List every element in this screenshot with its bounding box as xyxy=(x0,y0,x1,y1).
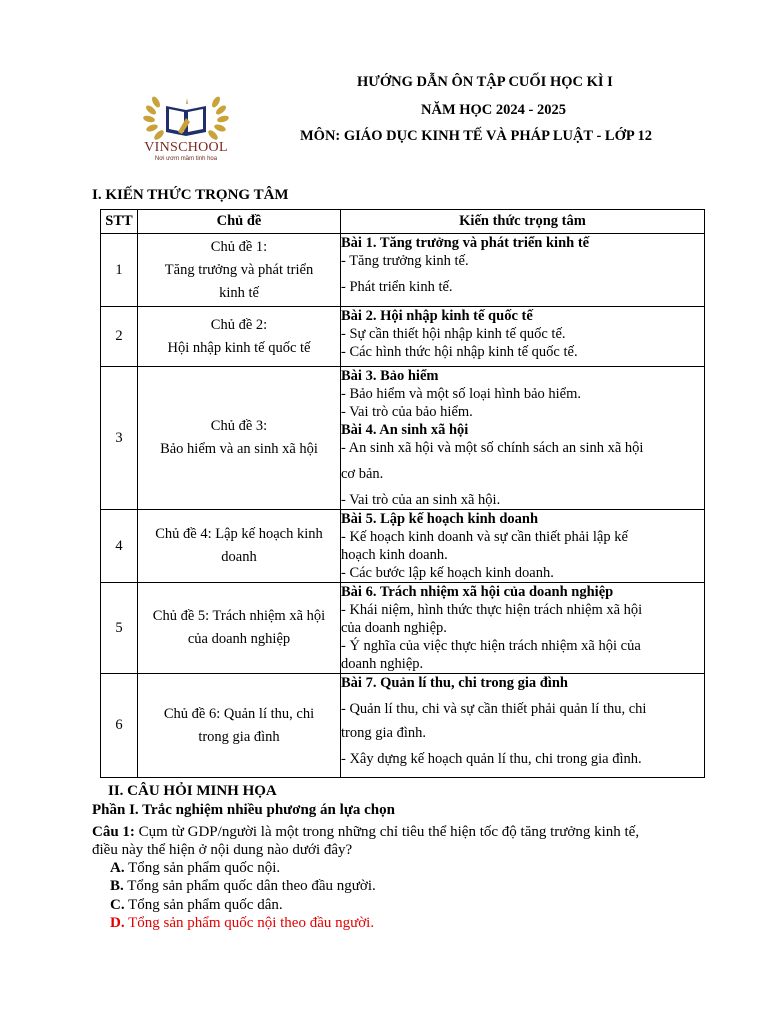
knowledge-cell xyxy=(341,674,705,778)
knowledge-item: - Xây dựng kế hoạch quản lí thu, chi trong gia đình. xyxy=(341,751,642,767)
option-letter: A. xyxy=(110,860,125,876)
table-row xyxy=(101,583,705,674)
topic-cell xyxy=(138,234,341,307)
topic-line: doanh xyxy=(221,549,257,565)
knowledge-item: hoạch kinh doanh. xyxy=(341,547,448,563)
laurel-book-icon xyxy=(136,92,236,142)
subject-title: MÔN: GIÁO DỤC KINH TẾ VÀ PHÁP LUẬT - LỚP 12 xyxy=(300,128,653,144)
knowledge-item: - Bảo hiểm và một số loại hình bảo hiểm. xyxy=(341,386,582,402)
topic-line: Chủ đề 6: Quản lí thu, chi xyxy=(163,705,315,722)
lesson-title: Bài 2. Hội nhập kinh tế quốc tế xyxy=(341,308,533,324)
topic-line: Chủ đề 4: Lập kế hoạch kinh xyxy=(155,526,323,542)
topic-line: Chủ đề 1: xyxy=(210,238,268,255)
option-text: Tổng sản phẩm quốc dân. xyxy=(124,897,283,913)
topic-cell xyxy=(138,367,341,510)
section-1-heading: I. KIẾN THỨC TRỌNG TÂM xyxy=(92,187,289,203)
knowledge-cell xyxy=(341,234,705,307)
topic-line: Chủ đề 5: Trách nhiệm xã hội xyxy=(152,608,326,624)
knowledge-item: - Vai trò của bảo hiểm. xyxy=(341,404,473,420)
row-number: 3 xyxy=(101,367,138,510)
knowledge-item: - Tăng trưởng kinh tế. xyxy=(341,253,469,269)
question-1-line-2: điều này thể hiện ở nội dung nào dưới đây? xyxy=(92,842,353,858)
lesson-title: Bài 7. Quản lí thu, chi trong gia đình xyxy=(341,675,568,691)
knowledge-item: doanh nghiệp. xyxy=(341,656,424,672)
knowledge-item: - Kế hoạch kinh doanh và sự cần thiết phải lập kế xyxy=(341,529,628,545)
column-header-topic: Chủ đề xyxy=(138,210,341,234)
option-text: Tổng sản phẩm quốc dân theo đầu người. xyxy=(123,878,376,894)
topic-line: Hội nhập kinh tế quốc tế xyxy=(167,339,311,356)
table-row xyxy=(101,234,705,307)
topic-line: Chủ đề 3: xyxy=(210,418,268,434)
topic-line: Tăng trưởng và phát triển xyxy=(164,261,314,278)
topic-cell xyxy=(138,510,341,583)
knowledge-item: - An sinh xã hội và một số chính sách an sinh xã hội xyxy=(341,440,644,456)
row-number: 2 xyxy=(101,307,138,367)
option-letter: D. xyxy=(110,915,125,931)
lesson-title: Bài 1. Tăng trưởng và phát triển kinh tế xyxy=(341,235,590,251)
lesson-title: Bài 4. An sinh xã hội xyxy=(341,422,469,438)
topic-cell xyxy=(138,583,341,674)
column-header-stt: STT xyxy=(101,210,138,234)
knowledge-item: - Các bước lập kế hoạch kinh doanh. xyxy=(341,565,554,581)
knowledge-item: - Các hình thức hội nhập kinh tế quốc tế. xyxy=(341,344,578,360)
section-2-heading: II. CÂU HỎI MINH HỌA xyxy=(108,783,277,799)
topic-cell xyxy=(138,307,341,367)
option-b xyxy=(110,878,376,895)
option-text: Tổng sản phẩm quốc nội theo đầu người. xyxy=(124,915,375,931)
question-1-line-1 xyxy=(92,824,639,841)
knowledge-item: trong gia đình. xyxy=(341,725,426,741)
lesson-title: Bài 3. Bảo hiểm xyxy=(341,368,439,384)
topic-line: Bảo hiểm và an sinh xã hội xyxy=(160,441,318,457)
document-title: HƯỚNG DẪN ÔN TẬP CUỐI HỌC KÌ I xyxy=(357,74,613,90)
option-letter: C. xyxy=(110,897,125,913)
topic-line: trong gia đình xyxy=(198,728,280,745)
knowledge-cell xyxy=(341,367,705,510)
option-letter: B. xyxy=(110,878,124,894)
table-row xyxy=(101,510,705,583)
knowledge-item: của doanh nghiệp. xyxy=(341,620,447,636)
table-row xyxy=(101,674,705,778)
table-header-row xyxy=(101,210,705,234)
option-a xyxy=(110,860,280,877)
row-number: 4 xyxy=(101,510,138,583)
knowledge-item: - Ý nghĩa của việc thực hiện trách nhiệm xã hội của xyxy=(341,638,641,654)
table-row xyxy=(101,307,705,367)
question-text: Cụm từ GDP/người là một trong những chỉ tiêu thể hiện tốc độ tăng trưởng kinh tế, xyxy=(134,824,640,840)
part-1-heading: Phần I. Trắc nghiệm nhiều phương án lựa chọn xyxy=(92,802,395,818)
column-header-knowledge: Kiến thức trọng tâm xyxy=(341,210,705,234)
row-number: 5 xyxy=(101,583,138,674)
knowledge-cell xyxy=(341,583,705,674)
school-year: NĂM HỌC 2024 - 2025 xyxy=(421,102,566,118)
option-c xyxy=(110,897,283,914)
vinschool-logo xyxy=(136,92,236,164)
logo-wordmark: VINSCHOOL xyxy=(144,140,228,155)
option-d-correct xyxy=(110,915,374,932)
question-label: Câu 1: xyxy=(92,824,135,840)
knowledge-cell xyxy=(341,307,705,367)
knowledge-item: - Phát triển kinh tế. xyxy=(341,279,453,295)
option-text: Tổng sản phẩm quốc nội. xyxy=(124,860,281,876)
lesson-title: Bài 5. Lập kế hoạch kinh doanh xyxy=(341,511,539,527)
knowledge-cell xyxy=(341,510,705,583)
topic-cell xyxy=(138,674,341,778)
logo-tagline: Nơi ươm mầm tinh hoa xyxy=(154,156,218,162)
knowledge-item: cơ bản. xyxy=(341,466,384,482)
knowledge-item: - Sự cần thiết hội nhập kinh tế quốc tế. xyxy=(341,326,566,342)
row-number: 6 xyxy=(101,674,138,778)
knowledge-table xyxy=(100,209,705,778)
knowledge-item: - Quản lí thu, chi và sự cần thiết phải quản lí thu, chi xyxy=(341,701,647,717)
lesson-title: Bài 6. Trách nhiệm xã hội của doanh nghiệp xyxy=(341,584,614,600)
knowledge-item: - Vai trò của an sinh xã hội. xyxy=(341,492,501,508)
knowledge-item: - Khái niệm, hình thức thực hiện trách nhiệm xã hội xyxy=(341,602,643,618)
table-row xyxy=(101,367,705,510)
row-number: 1 xyxy=(101,234,138,307)
topic-line: kinh tế xyxy=(219,284,259,301)
topic-line: của doanh nghiệp xyxy=(187,631,291,647)
topic-line: Chủ đề 2: xyxy=(210,316,268,333)
